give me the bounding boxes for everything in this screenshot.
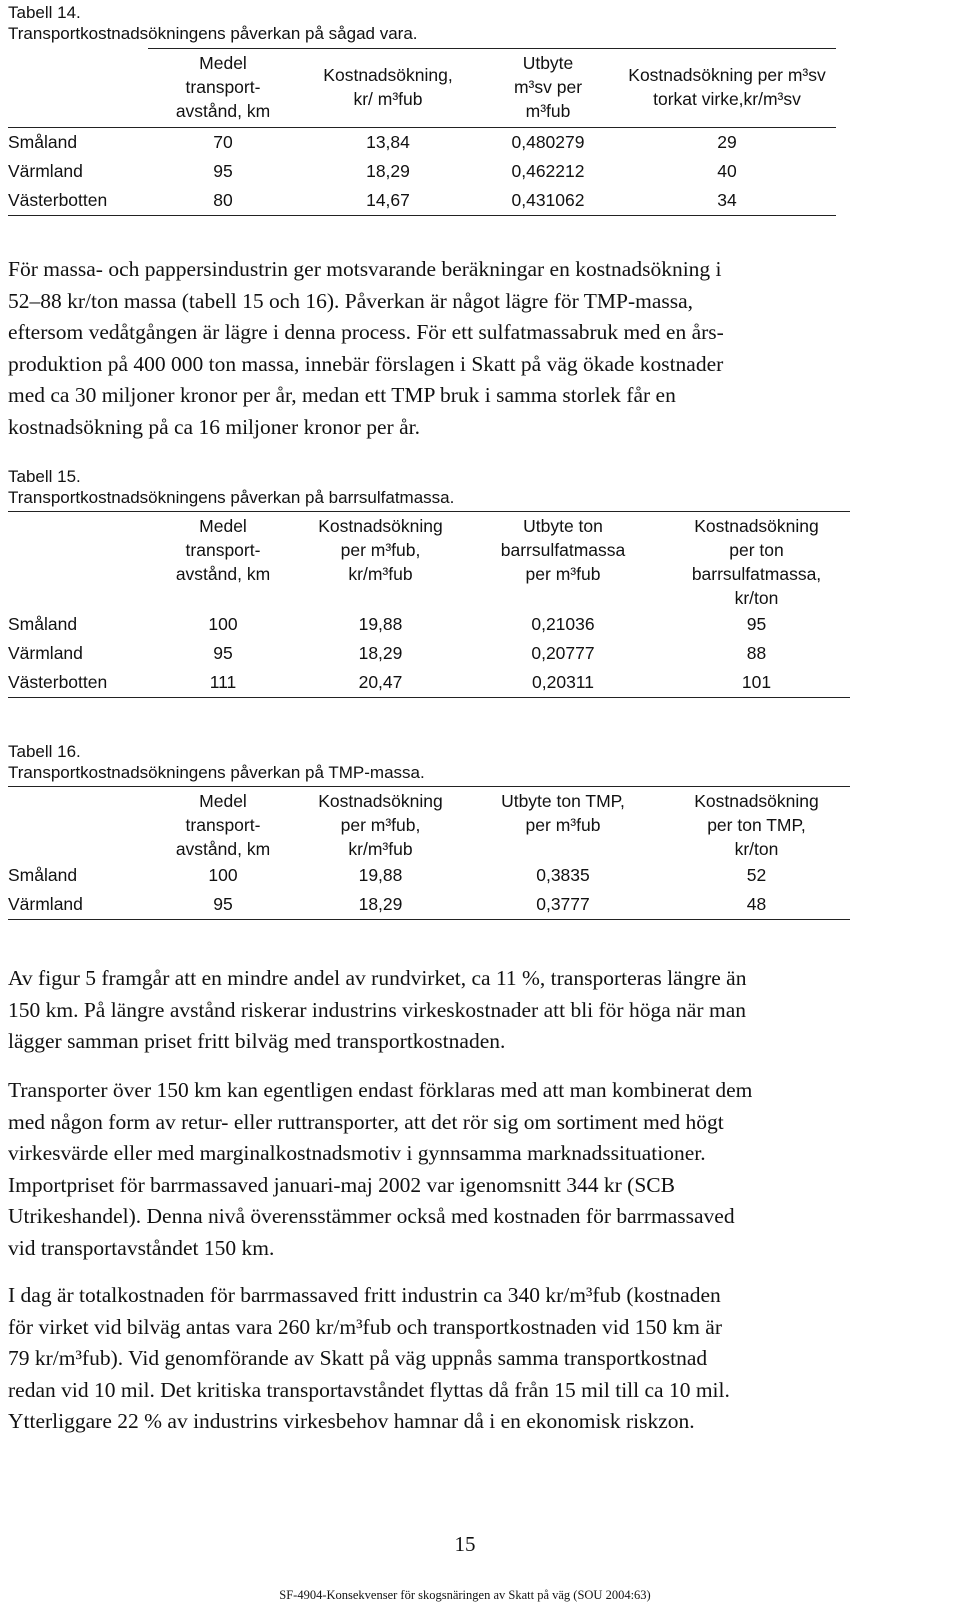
paragraph-4-line: I dag är totalkostnaden för barrmassaved fritt industrin ca 340 kr/m³fub (kostnaden <box>8 1283 721 1307</box>
table15-header-3 <box>663 512 850 611</box>
table16-cell: 0,3835 <box>536 865 590 885</box>
table16-cell: 48 <box>663 890 850 920</box>
table16-cell: Småland <box>8 865 78 885</box>
table14-caption <box>8 2 418 44</box>
table16-h2-l1: per m³fub <box>525 815 601 835</box>
table15 <box>8 511 850 698</box>
table16-cell: 52 <box>746 865 767 885</box>
paragraph-1 <box>8 254 948 443</box>
table14-cell: 13,84 <box>366 132 410 152</box>
table14-h1-l1: kr/ m³fub <box>353 89 423 109</box>
table16-h1-l2: kr/m³fub <box>348 839 413 859</box>
table14-cell: 0,431062 <box>478 186 618 216</box>
table14-cell: 14,67 <box>298 186 478 216</box>
table15-cell: 20,47 <box>298 668 463 698</box>
table-row <box>8 639 850 668</box>
paragraph-3-line: Utrikeshandel). Denna nivå överensstämmer också med kostnaden för barrmassaved <box>8 1204 735 1228</box>
table15-h0-l1: transport- <box>185 540 261 560</box>
table14-cell: 29 <box>717 132 737 152</box>
table15-cell: 95 <box>213 643 233 663</box>
table16-header-2 <box>463 787 663 862</box>
table14-title: Transportkostnadsökningens påverkan på sågad vara. <box>8 24 418 43</box>
table15-title: Transportkostnadsökningens påverkan på barrsulfatmassa. <box>8 488 455 507</box>
paragraph-4 <box>8 1280 948 1438</box>
table14-header-1 <box>298 49 478 124</box>
table15-cell: 101 <box>663 668 850 698</box>
paragraph-3-line: virkesvärde eller med marginalkostnadsmotiv i gynnsamma marknadssituationer. <box>8 1141 706 1165</box>
table15-header-1 <box>298 512 463 611</box>
table-row <box>8 610 850 639</box>
table16-h3-l2: kr/ton <box>734 839 779 859</box>
table15-cell: 0,20311 <box>463 668 663 698</box>
table15-cell: 111 <box>148 668 298 698</box>
table14-cell: 0,480279 <box>511 132 585 152</box>
table16 <box>8 786 850 920</box>
table14-h2-l1: m³sv per <box>513 77 583 97</box>
table16-h0-l0: Medel <box>199 791 247 811</box>
table15-h2-l1: barrsulfatmassa <box>500 540 626 560</box>
table-row <box>8 157 836 186</box>
table-row <box>8 861 850 890</box>
table15-h3-l1: per ton <box>729 540 784 560</box>
table15-cell: 0,20777 <box>531 643 595 663</box>
paragraph-2-line: Av figur 5 framgår att en mindre andel av rundvirket, ca 11 %, transporteras längre än <box>8 966 747 990</box>
table-row <box>8 668 850 698</box>
table14-cell: 40 <box>717 161 737 181</box>
table14-h3-l0: Kostnadsökning per m³sv <box>628 65 826 85</box>
table16-cell: Värmland <box>8 890 148 920</box>
table14-cell: 0,462212 <box>511 161 585 181</box>
paragraph-3-line: Transporter över 150 km kan egentligen endast förklaras med att man kombinerat dem <box>8 1078 753 1102</box>
table14-cell: 95 <box>213 161 233 181</box>
table16-h1-l0: Kostnadsökning <box>318 791 443 811</box>
table16-h1-l1: per m³fub, <box>340 815 421 835</box>
table14-h3-l1: torkat virke,kr/m³sv <box>653 89 801 109</box>
paragraph-2-line: lägger samman priset fritt bilväg med transportkostnaden. <box>8 1029 506 1053</box>
table16-header-0 <box>148 787 298 862</box>
table14-h0-l0: Medel <box>199 53 247 73</box>
paragraph-4-line: 79 kr/m³fub). Vid genomförande av Skatt på väg uppnås samma transportkostnad <box>8 1346 708 1370</box>
table14-cell: Värmland <box>8 161 83 181</box>
table16-h0-l1: transport- <box>185 815 261 835</box>
table15-cell: 19,88 <box>358 614 403 634</box>
table14-cell: Småland <box>8 132 78 152</box>
table15-cell: 100 <box>208 614 238 634</box>
paragraph-3-line: Importpriset för barrmassaved januari-maj 2002 var igenomsnitt 344 kr (SCB <box>8 1172 675 1197</box>
table15-h1-l2: kr/m³fub <box>348 564 413 584</box>
table16-h3-l0: Kostnadsökning <box>694 791 819 811</box>
paragraph-2-line: 150 km. På längre avstånd riskerar industrins virkeskostnader att bli för höga när man <box>8 997 746 1022</box>
table16-cell: 18,29 <box>298 890 463 920</box>
table15-caption <box>8 466 454 508</box>
table15-h1-l1: per m³fub, <box>340 540 421 560</box>
paragraph-2 <box>8 963 948 1058</box>
table14-h1-l0: Kostnadsökning, <box>323 65 453 85</box>
paragraph-1-line: För massa- och pappersindustrin ger motsvarande beräkningar en kostnadsökning i <box>8 257 722 281</box>
paragraph-1-line: 52–88 kr/ton massa (tabell 15 och 16). Påverkan är något lägre för TMP-massa, <box>8 288 694 313</box>
table15-cell: 0,21036 <box>531 614 595 634</box>
paragraph-1-line: eftersom vedåtgången är lägre i denna process. För ett sulfatmassabruk med en års- <box>8 320 724 344</box>
table14-h0-l1: transport- <box>185 77 261 97</box>
table15-header-0 <box>148 512 298 611</box>
paragraph-3-line: vid transportavståndet 150 km. <box>8 1235 275 1260</box>
table16-title: Transportkostnadsökningens påverkan på TMP-massa. <box>8 763 425 782</box>
table16-cell: 95 <box>148 890 298 920</box>
table14-header-3 <box>618 49 836 124</box>
page-footer: SF-4904-Konsekvenser för skogsnäringen av Skatt på väg (SOU 2004:63) <box>279 1588 651 1602</box>
paragraph-1-line: kostnadsökning på ca 16 miljoner kronor per år. <box>8 414 420 439</box>
table15-cell: Småland <box>8 614 78 634</box>
table16-h0-l2: avstånd, km <box>175 839 271 859</box>
table-row <box>8 890 850 920</box>
table15-label: Tabell 15. <box>8 467 81 486</box>
table15-h0-l2: avstånd, km <box>175 564 271 584</box>
table16-label: Tabell 16. <box>8 742 81 761</box>
table14 <box>8 48 836 216</box>
table16-cell: 0,3777 <box>463 890 663 920</box>
table16-h2-l0: Utbyte ton TMP, <box>501 791 625 811</box>
paragraph-3-line: med någon form av retur- eller ruttransporter, att det rör sig om sortiment med högt <box>8 1109 724 1134</box>
table14-h0-l2: avstånd, km <box>175 101 271 121</box>
table15-cell: 18,29 <box>358 643 403 663</box>
table14-cell: 18,29 <box>366 161 410 181</box>
table15-header-region <box>8 512 148 611</box>
table16-header-region <box>8 787 148 862</box>
table14-h2-l0: Utbyte <box>522 53 574 73</box>
paragraph-1-line: med ca 30 miljoner kronor per år, medan ett TMP bruk i samma storlek får en <box>8 383 676 407</box>
table14-cell: Västerbotten <box>8 186 148 216</box>
table16-header-1 <box>298 787 463 862</box>
paragraph-4-line: för virket vid bilväg antas vara 260 kr/m³fub och transportkostnaden vid 150 km är <box>8 1314 722 1339</box>
table15-h0-l0: Medel <box>199 516 247 536</box>
table16-h3-l1: per ton TMP, <box>707 815 806 835</box>
table16-caption <box>8 741 425 783</box>
paragraph-1-line: produktion på 400 000 ton massa, innebär förslagen i Skatt på väg ökade kostnader <box>8 351 724 376</box>
table-row <box>8 186 836 216</box>
page-number: 15 <box>454 1532 476 1556</box>
table14-cell: 70 <box>213 132 233 152</box>
table15-h2-l0: Utbyte ton <box>523 516 603 536</box>
table15-h2-l2: per m³fub <box>525 564 601 584</box>
table15-cell: Värmland <box>8 643 83 663</box>
table15-h3-l3: kr/ton <box>734 588 779 608</box>
table15-h3-l2: barrsulfatmassa, <box>691 564 822 584</box>
table15-h1-l0: Kostnadsökning <box>318 516 443 536</box>
table16-header-3 <box>663 787 850 862</box>
paragraph-4-line: redan vid 10 mil. Det kritiska transportavståndet flyttas då från 15 mil till ca 10 mil. <box>8 1377 730 1402</box>
paragraph-4-line: Ytterliggare 22 % av industrins virkesbehov hamnar då i en ekonomisk riskzon. <box>8 1409 695 1433</box>
table14-cell: 34 <box>618 186 836 216</box>
table15-cell: Västerbotten <box>8 668 148 698</box>
paragraph-3 <box>8 1075 948 1264</box>
table15-cell: 88 <box>746 643 767 663</box>
table15-header-2 <box>463 512 663 611</box>
table14-label: Tabell 14. <box>8 3 81 22</box>
table15-cell: 95 <box>746 614 767 634</box>
table14-cell: 80 <box>148 186 298 216</box>
table14-h2-l2: m³fub <box>525 101 571 121</box>
table14-header-0 <box>148 49 298 124</box>
table16-cell: 19,88 <box>358 865 403 885</box>
table16-cell: 100 <box>208 865 238 885</box>
table-row <box>8 128 836 158</box>
table14-header-region <box>8 49 148 124</box>
table14-header-2 <box>478 49 618 124</box>
table15-h3-l0: Kostnadsökning <box>694 516 819 536</box>
